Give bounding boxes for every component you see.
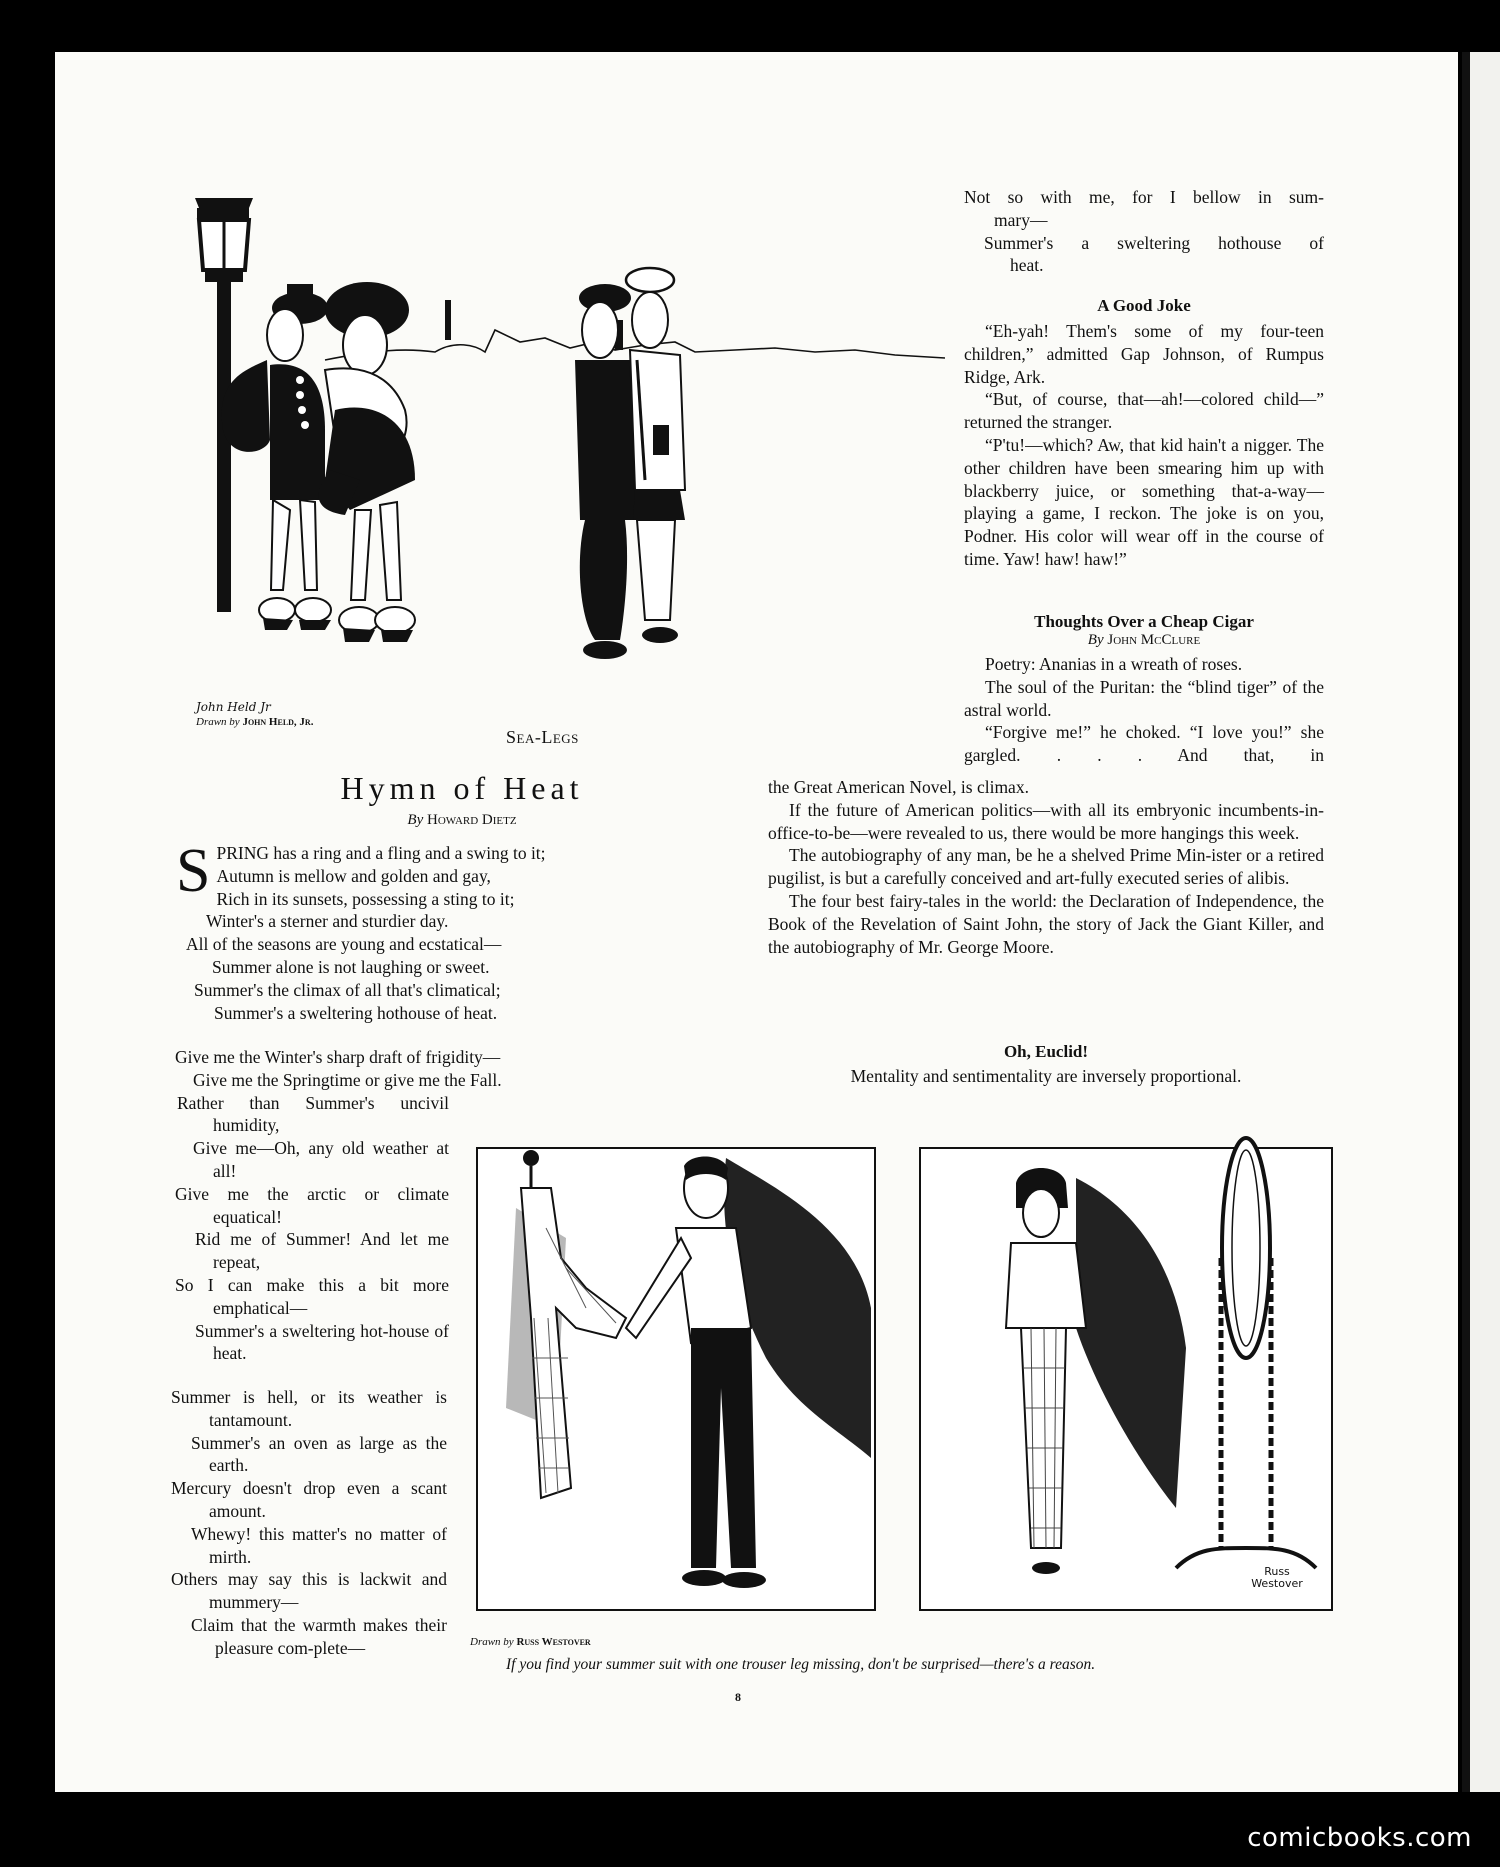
hymn-s2-line3: Rather than Summer's uncivil humidity, — [177, 1092, 449, 1136]
cartoon2-credit — [470, 1636, 591, 1648]
woman-figure-right — [319, 282, 415, 642]
hymn-s3-line5: Others may say this is lackwit and mummery— — [171, 1569, 447, 1613]
hymn-s1-line8: Summer's a sweltering hothouse of heat. — [214, 1002, 498, 1023]
thoughts-p3: “Forgive me!” he choked. “I love you!” she gargled. . . . And that, in — [964, 722, 1324, 766]
thoughts-title: Thoughts Over a Cheap Cigar — [1034, 612, 1254, 631]
sailor-figure-left — [575, 284, 637, 659]
thoughts-p3b: the Great American Novel, is climax. — [768, 777, 1029, 797]
poem-ending-line4: heat. — [1010, 255, 1044, 276]
page-number: 8 — [735, 1690, 741, 1704]
poem-ending-line1: Not so with me, for I bellow in sum- — [964, 187, 1324, 207]
cartoon1-caption: Sea-Legs — [506, 727, 579, 747]
cartoon1-credit — [196, 716, 313, 728]
thoughts-p5: The autobiography of any man, be he a shelved Prime Min-ister or a retired pugilist, is but a carefully conceived and art-fully executed series of alibis. — [768, 845, 1324, 889]
cartoon2-credit-prefix: Drawn by — [470, 1636, 514, 1648]
thoughts-p1: Poetry: Ananias in a wreath of roses. — [985, 654, 1243, 674]
cartoon1-signature: John Held Jr — [196, 700, 271, 714]
thoughts-author: John McClure — [1107, 632, 1201, 648]
facing-page-edge — [1462, 52, 1500, 1792]
thoughts-continued — [768, 776, 1324, 958]
cartoon2-credit-name: Russ Westover — [516, 1636, 591, 1648]
hymn-s2-line6: Rid me of Summer! And let me repeat, — [195, 1229, 449, 1273]
hymn-s1-line4: Winter's a sterner and sturdier day. — [206, 911, 449, 932]
hymn-s3-line4: Whewy! this matter's no matter of mirth. — [191, 1523, 447, 1567]
good-joke-p3: “P'tu!—which? Aw, that kid hain't a nigger. The other children have been smearing him up with blackberry juice, or something that-a-way—playing a game, I reckon. The joke is on you, Podner. His color will wear off in the course of time. Yaw! haw! haw!” — [964, 434, 1324, 569]
cartoon-panel-woman — [920, 1138, 1332, 1610]
hymn-byline — [172, 812, 752, 829]
hymn-s3-line6: Claim that the warmth makes their pleasure com-plete— — [191, 1614, 447, 1658]
poem-ending-line2: mary— — [994, 209, 1048, 230]
hymn-s2-line1: Give me the Winter's sharp draft of frigidity— — [175, 1047, 501, 1067]
cartoon-panel-man — [477, 1148, 875, 1610]
hymn-stanza-2 — [175, 1046, 502, 1365]
thoughts-p6: The four best fairy-tales in the world: the Declaration of Independence, the Book of the Revelation of Saint John, the story of Jack the Giant Killer, and the autobiography of Mr. George Moore. — [768, 890, 1324, 957]
thoughts-by: By — [1087, 632, 1104, 648]
cartoon2-caption: If you find your summer suit with one trouser leg missing, don't be surprised—there's a reason. — [506, 1656, 1096, 1673]
hymn-s1-line3: Rich in its sunsets, possessing a sting to it; — [216, 888, 515, 909]
poem-ending-line3: Summer's a sweltering hothouse of — [984, 232, 1324, 253]
euclid-text: Mentality and sentimentality are inversely proportional. — [850, 1066, 1242, 1086]
euclid-title: Oh, Euclid! — [1003, 1042, 1089, 1061]
hymn-s1-line1: PRING has a ring and a fling and a swing to it; — [216, 843, 546, 863]
hymn-s1-line5: All of the seasons are young and ecstatical— — [186, 934, 502, 955]
drop-cap: S — [176, 837, 211, 905]
hymn-title: Hymn of Heat — [340, 770, 584, 806]
hymn-s2-line5: Give me the arctic or climate equatical! — [175, 1183, 449, 1227]
thoughts-p2: The soul of the Puritan: the “blind tiger” of the astral world. — [964, 676, 1324, 720]
hymn-author: Howard Dietz — [427, 812, 517, 828]
watermark-logo: comicbooks.com — [1247, 1823, 1472, 1853]
hymn-s3-line3: Mercury doesn't drop even a scant amount. — [171, 1478, 447, 1521]
cartoon2-signature: Russ Westover — [1251, 1565, 1303, 1590]
thoughts-byline — [964, 632, 1324, 649]
hymn-s1-line7: Summer's the climax of all that's climatical; — [194, 979, 501, 1000]
good-joke-p1: “Eh-yah! Them's some of my four-teen children,” admitted Gap Johnson, of Rumpus Ridge, Ark. — [964, 321, 1324, 387]
hymn-s1-line6: Summer alone is not laughing or sweet. — [212, 956, 490, 977]
hymn-by: By — [407, 812, 424, 828]
sailor-figure-right — [626, 268, 685, 643]
good-joke-section — [964, 296, 1324, 571]
hymn-stanza-1 — [176, 837, 646, 1024]
woman-figure-left — [222, 284, 331, 630]
hymn-s1-line2: Autumn is mellow and golden and gay, — [216, 865, 491, 886]
poem-ending-excerpt — [964, 186, 1324, 277]
hymn-s2-line2: Give me the Springtime or give me the Fall. — [193, 1069, 502, 1090]
good-joke-p2: “But, of course, that—ah!—colored child—” returned the stranger. — [964, 389, 1324, 433]
hymn-s2-line8: Summer's a sweltering hot-house of heat. — [195, 1320, 449, 1364]
cartoon1-credit-name: John Held, Jr. — [242, 716, 314, 728]
hymn-s2-line7: So I can make this a bit more emphatical— — [175, 1274, 449, 1318]
sea-legs-cartoon — [175, 180, 945, 720]
hymn-s3-line2: Summer's an oven as large as the earth. — [191, 1432, 447, 1476]
cartoon1-credit-prefix: Drawn by — [196, 716, 240, 728]
hymn-s3-line1: Summer is hell, or its weather is tantamount. — [171, 1387, 447, 1430]
thoughts-p4: If the future of American politics—with all its embryonic incumbents-in-office-to-be—were revealed to us, there would be more hangings this week. — [768, 799, 1324, 843]
trouser-cartoon — [476, 1128, 1334, 1612]
hymn-stanza-3 — [171, 1386, 447, 1660]
euclid-section — [768, 1042, 1324, 1088]
good-joke-title: A Good Joke — [1097, 296, 1191, 315]
thoughts-section — [964, 612, 1324, 767]
hymn-s2-line4: Give me—Oh, any old weather at all! — [193, 1138, 449, 1181]
